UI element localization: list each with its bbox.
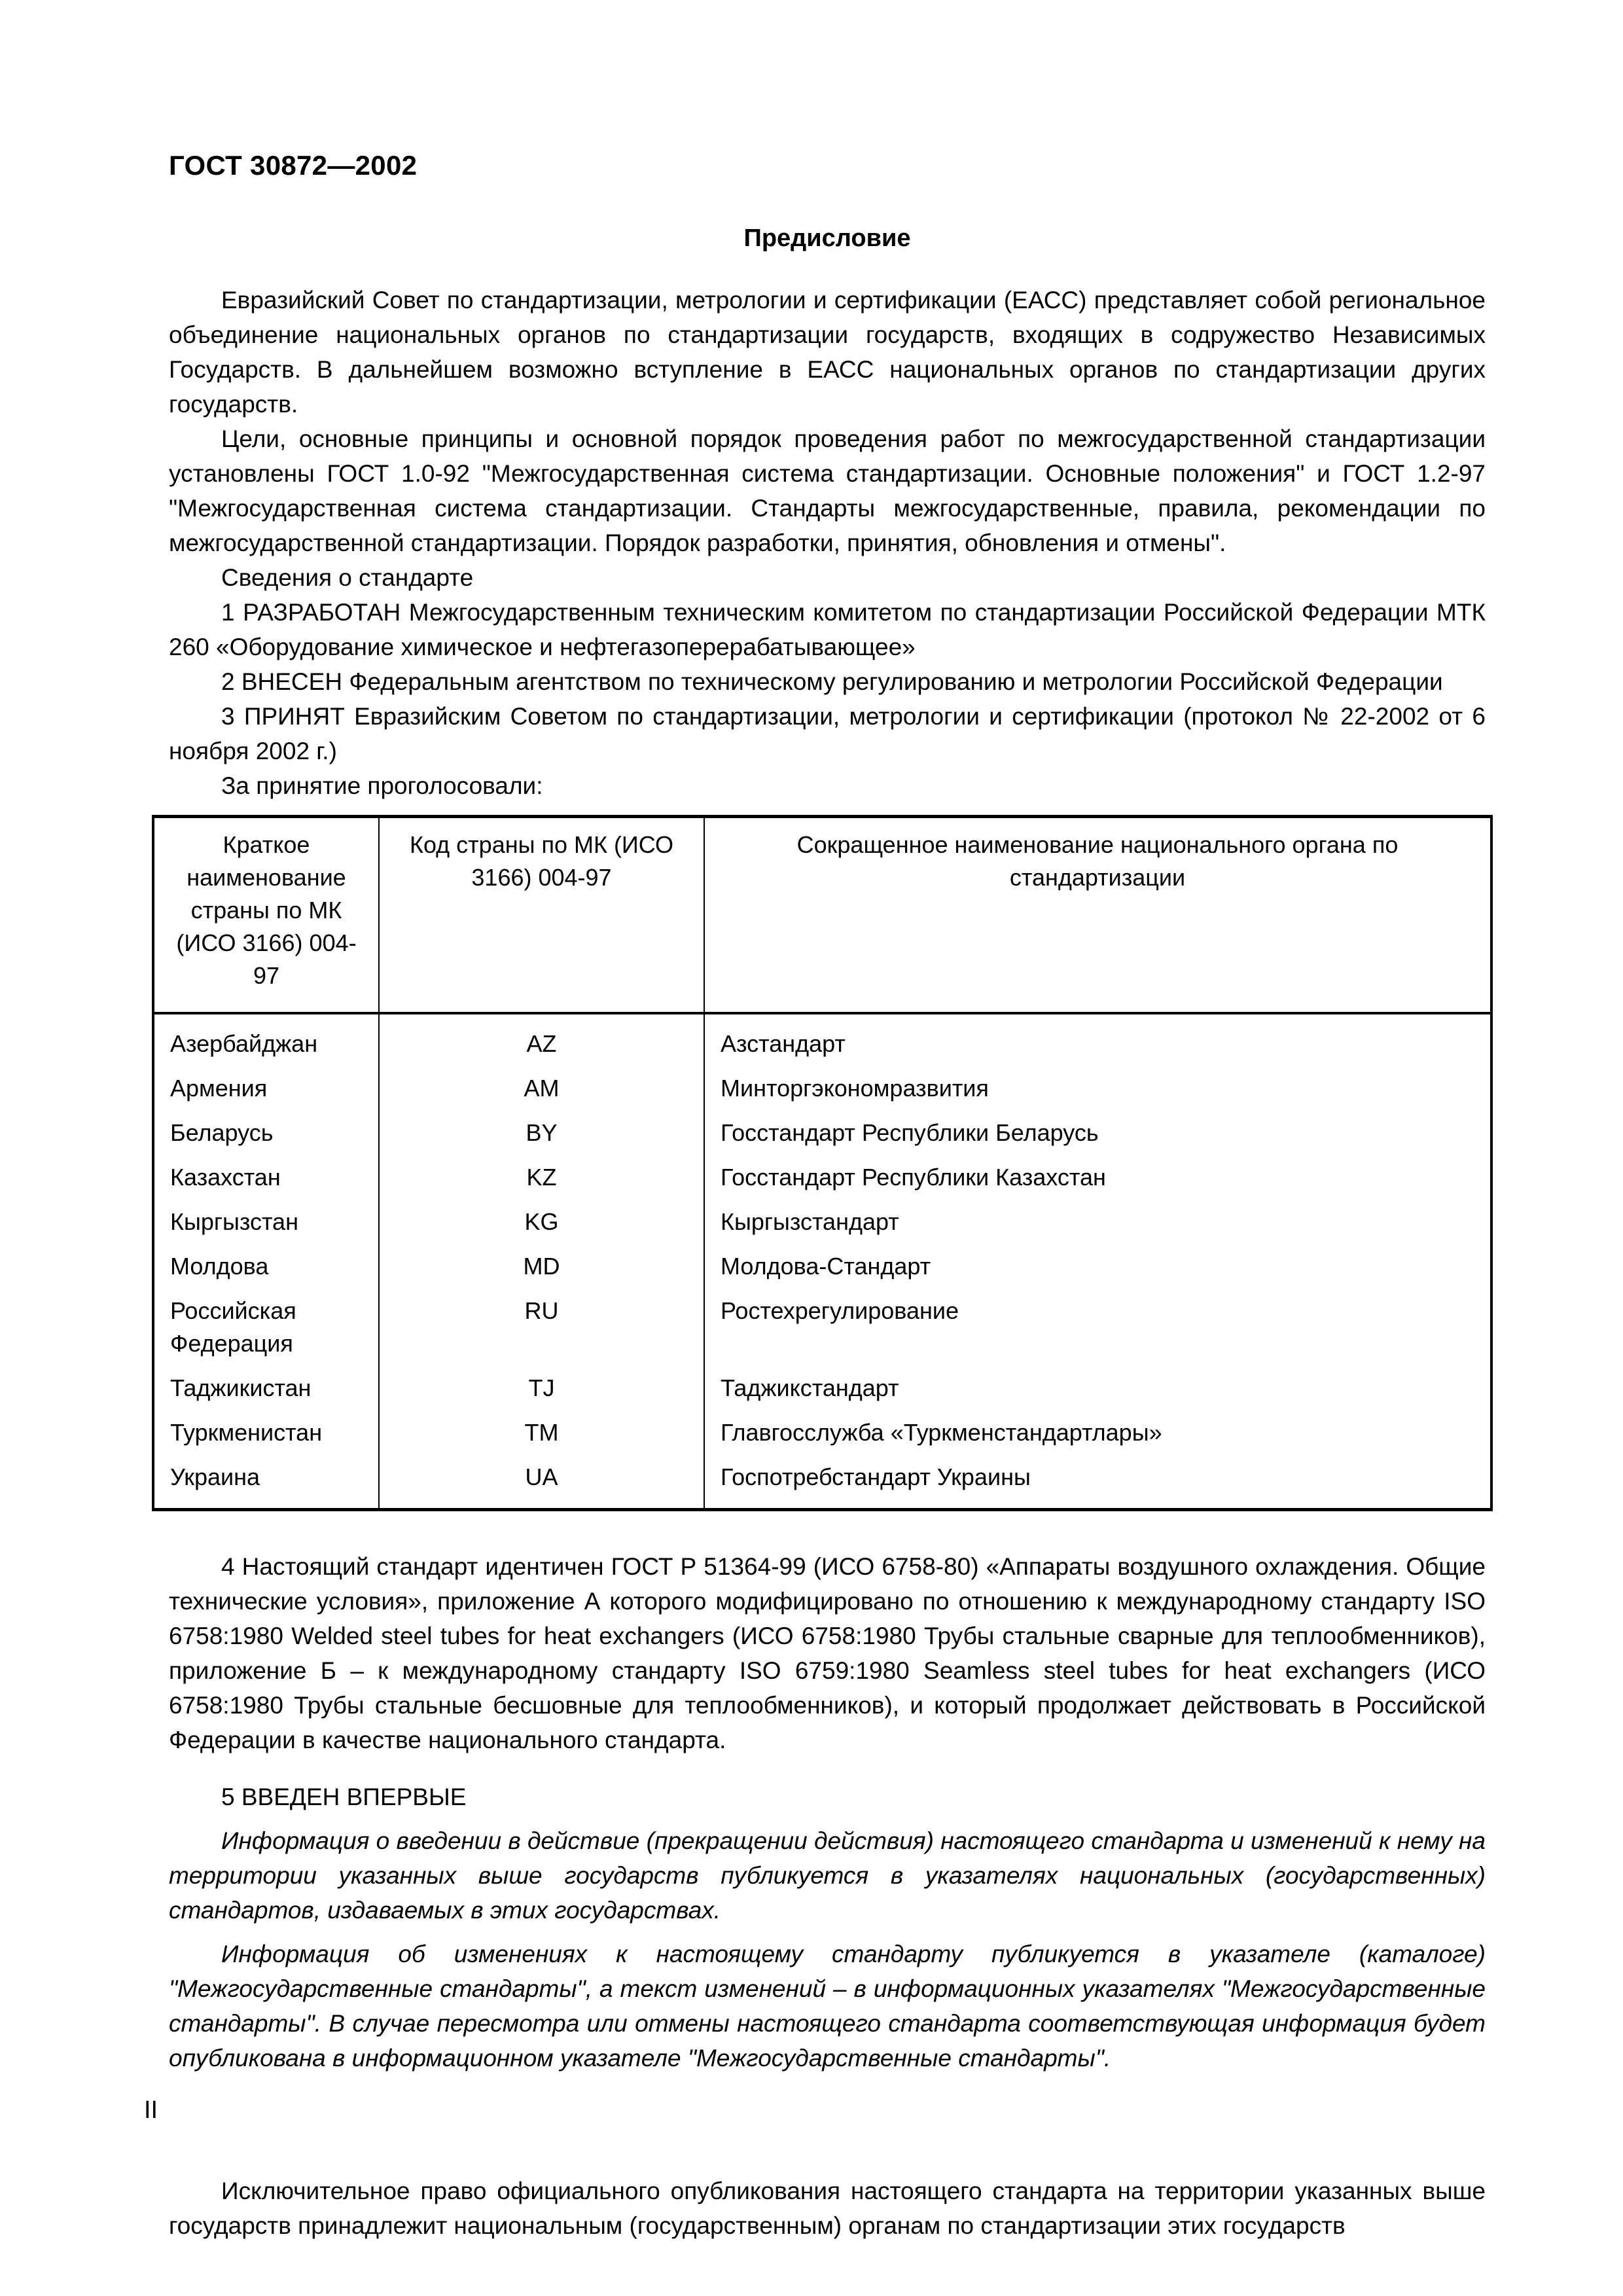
clause-5-introduced-first-time: 5 ВВЕДЕН ВПЕРВЫЕ xyxy=(221,1783,467,1810)
votes-table-body xyxy=(153,1013,1491,1510)
cell-national-body: Азстандарт xyxy=(704,1013,1491,1066)
column-header-country-code: Код страны по МК (ИСО 3166) 004-97 xyxy=(379,816,704,1013)
cell-country-code: UA xyxy=(379,1455,704,1510)
table-row xyxy=(153,1410,1491,1455)
spacer-before-copyright xyxy=(169,2075,1486,2174)
cell-national-body: Кыргызстандарт xyxy=(704,1200,1491,1244)
cell-national-body: Молдова-Стандарт xyxy=(704,1244,1491,1289)
cell-national-body: Госпотребстандарт Украины xyxy=(704,1455,1491,1510)
note-amendments-information: Информация об изменениях к настоящему стандарту публикуется в указателе (каталоге) "Межгосударственные стандарты", а текст изменений – в информационных указателях "Межгосударственные стандарты". В случае пересмотра или отмены настоящего стандарта соответствующая информация будет опубликована в информационном указателе "Межгосударственные стандарты". xyxy=(169,1940,1486,2072)
vote-intro-label: За принятие проголосовали: xyxy=(221,772,543,799)
table-row xyxy=(153,1244,1491,1289)
cell-national-body: Минторгэкономразвития xyxy=(704,1066,1491,1111)
note-publication-information: Информация о введении в действие (прекращении действия) настоящего стандарта и изменений к нему на территории указанных выше государств публикуется в указателях национальных (государственных) стандартов, издаваемых в этих государствах. xyxy=(169,1827,1486,1924)
cell-country-name: Казахстан xyxy=(153,1155,379,1200)
cell-country-code: TM xyxy=(379,1410,704,1455)
cell-country-code: AZ xyxy=(379,1013,704,1066)
page-content xyxy=(169,151,1486,2243)
votes-table-head xyxy=(153,816,1491,1013)
cell-country-name: Туркменистан xyxy=(153,1410,379,1455)
clause-2-submitted-by: 2 ВНЕСЕН Федеральным агентством по техническому регулированию и метрологии Российской Федерации xyxy=(221,668,1443,695)
column-header-national-body: Сокращенное наименование национального органа по стандартизации xyxy=(704,816,1491,1013)
spacer-after-table xyxy=(169,1511,1486,1549)
table-row xyxy=(153,1111,1491,1155)
cell-national-body: Ростехрегулирование xyxy=(704,1289,1491,1366)
page-number: II xyxy=(144,2096,158,2124)
spacer-before-note-2 xyxy=(169,1928,1486,1937)
spacer-before-clause-5 xyxy=(169,1757,1486,1780)
cell-national-body: Таджикстандарт xyxy=(704,1366,1491,1410)
copyright-notice: Исключительное право официального опубликования настоящего стандарта на территории указанных выше государств принадлежит национальным (государственным) органам по стандартизации этих государств xyxy=(169,2177,1486,2239)
cell-country-code: MD xyxy=(379,1244,704,1289)
cell-country-code: TJ xyxy=(379,1366,704,1410)
table-row xyxy=(153,1366,1491,1410)
paragraph-intro-2: Цели, основные принципы и основной порядок проведения работ по межгосударственной стандартизации установлены ГОСТ 1.0-92 "Межгосударственная система стандартизации. Основные положения" и ГОСТ 1.2-97 "Межгосударственная система стандартизации. Стандарты межгосударственные, правила, рекомендации по межгосударственной стандартизации. Порядок разработки, принятия, обновления и отмены". xyxy=(169,425,1486,556)
paragraph-intro-1: Евразийский Совет по стандартизации, метрологии и сертификации (ЕАСС) представляет собой региональное объединение национальных органов по стандартизации государств, входящих в содружество Независимых Государств. В дальнейшем возможно вступление в ЕАСС национальных органов по стандартизации других государств. xyxy=(169,286,1486,418)
cell-country-name: Беларусь xyxy=(153,1111,379,1155)
cell-country-name: Армения xyxy=(153,1066,379,1111)
running-head: ГОСТ 30872—2002 xyxy=(169,150,418,181)
standard-info-heading: Сведения о стандарте xyxy=(221,564,474,591)
table-header-row xyxy=(153,816,1491,1013)
cell-country-name: Российская Федерация xyxy=(153,1289,379,1366)
cell-country-name: Украина xyxy=(153,1455,379,1510)
table-row xyxy=(153,1289,1491,1366)
cell-country-name: Кыргызстан xyxy=(153,1200,379,1244)
clause-1-developed-by: 1 РАЗРАБОТАН Межгосударственным техническим комитетом по стандартизации Российской Федерации МТК 260 «Оборудование химическое и нефтегазоперерабатывающее» xyxy=(169,598,1486,660)
table-row xyxy=(153,1155,1491,1200)
cell-national-body: Госстандарт Республики Казахстан xyxy=(704,1155,1491,1200)
spacer-before-note-1 xyxy=(169,1814,1486,1823)
column-header-country-name: Краткое наименование страны по МК (ИСО 3166) 004-97 xyxy=(153,816,379,1013)
page-title: Предисловие xyxy=(743,224,911,253)
clause-3-adopted-by: 3 ПРИНЯТ Евразийским Советом по стандартизации, метрологии и сертификации (протокол № 22-2002 от 6 ноября 2002 г.) xyxy=(169,702,1486,764)
cell-country-code: KG xyxy=(379,1200,704,1244)
table-row xyxy=(153,1066,1491,1111)
cell-national-body: Госстандарт Республики Беларусь xyxy=(704,1111,1491,1155)
cell-country-name: Молдова xyxy=(153,1244,379,1289)
cell-country-code: AM xyxy=(379,1066,704,1111)
table-row xyxy=(153,1200,1491,1244)
cell-national-body: Главгосслужба «Туркменстандартлары» xyxy=(704,1410,1491,1455)
votes-table xyxy=(152,815,1493,1511)
table-row xyxy=(153,1455,1491,1510)
cell-country-name: Азербайджан xyxy=(153,1013,379,1066)
cell-country-name: Таджикистан xyxy=(153,1366,379,1410)
clause-4-identical-standard: 4 Настоящий стандарт идентичен ГОСТ Р 51364-99 (ИСО 6758-80) «Аппараты воздушного охлаждения. Общие технические условия», приложение А которого модифицировано по отношению к международному стандарту ISO 6758:1980 Welded steel tubes for heat exchangers (ИСО 6758:1980 Трубы стальные сварные для теплообменников), приложение Б – к международному стандарту ISO 6759:1980 Seamless steel tubes for heat exchangers (ИСО 6758:1980 Трубы стальные бесшовные для теплообменников), и который продолжает действовать в Российской Федерации в качестве национального стандарта. xyxy=(169,1552,1486,1753)
cell-country-code: KZ xyxy=(379,1155,704,1200)
table-row xyxy=(153,1013,1491,1066)
cell-country-code: BY xyxy=(379,1111,704,1155)
cell-country-code: RU xyxy=(379,1289,704,1366)
